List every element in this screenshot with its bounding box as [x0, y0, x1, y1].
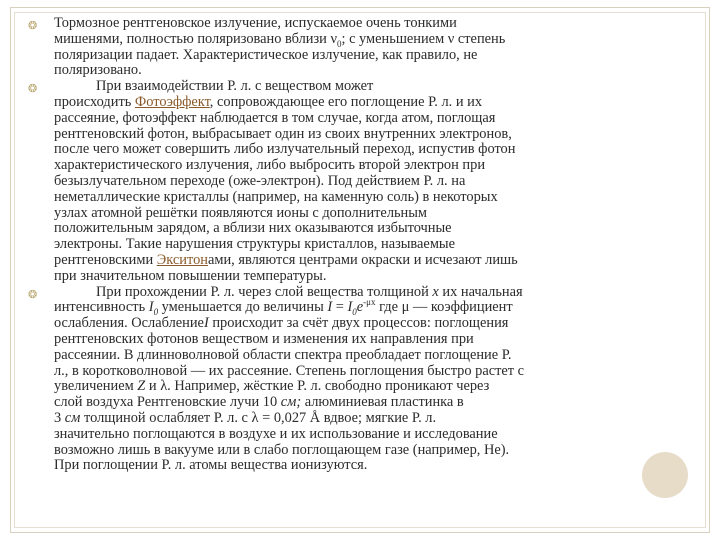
flower-bullet-icon: ❂	[28, 20, 38, 32]
text-line	[54, 364, 684, 380]
text: происходить	[54, 93, 135, 110]
text: рентгеновскими	[54, 251, 157, 268]
math-var: e	[356, 299, 364, 316]
unit: см;	[280, 394, 302, 411]
text: рассеянии. В длинноволновой области спектра преобладает поглощение Р.	[54, 346, 512, 363]
superscript: -μx	[363, 297, 376, 308]
text-line	[54, 395, 684, 411]
text: При прохождении Р. л. через слой вещества толщиной	[96, 283, 433, 300]
text: рентгеновский фотон, выбрасывает один из своих внутренних электронов,	[54, 125, 512, 142]
text: алюминиевая пластинка в	[301, 394, 464, 411]
text: значительно поглощаются в воздухе и их использование и исследование	[54, 425, 498, 442]
text-line	[54, 297, 684, 318]
text: рентгеновских фотонов веществом и изменения их направления при	[54, 330, 474, 347]
text: =	[332, 299, 348, 316]
bullet-paragraph-2	[28, 79, 684, 284]
text-line	[54, 316, 684, 332]
math-var: I	[347, 299, 353, 316]
text-line	[54, 332, 684, 348]
text-line	[54, 348, 684, 364]
text: после чего может совершить либо излучательный переход, испустив фотон	[54, 141, 516, 158]
text: их начальная	[438, 283, 523, 300]
text: интенсивность	[54, 299, 149, 316]
text: слой воздуха Рентгеновские лучи 10	[54, 394, 281, 411]
text-line	[54, 458, 684, 474]
text: электроны. Такие нарушения структуры кристаллов, называемые	[54, 236, 455, 253]
math-var: I	[203, 315, 209, 332]
text: и λ. Например, жёсткие Р. л. свободно проникают через	[145, 378, 490, 395]
text-line	[54, 253, 684, 269]
text: л., в коротковолновой — их рассеяние. Степень поглощения быстро растет с	[54, 362, 525, 379]
text: уменьшается до величины	[158, 299, 328, 316]
text: характеристического излучения, либо выбросить второй электрон при	[54, 157, 486, 174]
text: толщиной ослабляет Р. л. с λ = 0,027 Å вдвое; мягкие Р. л.	[80, 409, 437, 426]
text-line	[54, 16, 684, 32]
exciton-link[interactable]: Экситон	[156, 251, 208, 268]
text-line	[54, 190, 684, 206]
text: , сопровождающее его поглощение Р. л. и их	[209, 93, 483, 110]
bullet-paragraph-3	[28, 285, 684, 475]
text-line	[54, 237, 684, 253]
flower-bullet-icon: ❂	[28, 83, 38, 96]
text-line	[54, 269, 684, 285]
subscript: 0	[352, 307, 357, 318]
text-line	[54, 79, 684, 95]
text-line	[54, 32, 684, 48]
decorative-circle	[642, 452, 688, 498]
text: ослабления. Ослабление	[54, 315, 204, 332]
photoeffect-link[interactable]: Фотоэффект	[134, 93, 210, 110]
text-line	[54, 158, 684, 174]
text: рассеяние, фотоэффект наблюдается в том случае, когда атом, поглощая	[54, 109, 496, 126]
math-var: I	[327, 299, 333, 316]
text-body	[28, 16, 684, 474]
text: Тормозное рентгеновское излучение, испускаемое очень тонкими	[54, 15, 457, 31]
math-var: Z	[137, 378, 146, 395]
bullet-paragraph-1	[28, 16, 684, 79]
subscript: 0	[336, 38, 342, 49]
text-line	[54, 411, 684, 427]
text: увеличением	[54, 378, 138, 395]
text: безызлучательном переходе (оже-электрон). Под действием Р. л. на	[54, 172, 466, 189]
text: ; с уменьшением ν степень	[341, 30, 506, 47]
subscript: 0	[153, 307, 159, 318]
text: При поглощении Р. л. атомы вещества ионизуются.	[54, 457, 368, 474]
text-line	[54, 127, 684, 143]
text-line	[54, 221, 684, 237]
unit: см	[64, 409, 81, 426]
text-line	[54, 142, 684, 158]
text: узлах атомной решётки появляются ионы с дополнительным	[54, 204, 428, 221]
text-line	[54, 48, 684, 64]
math-var: x	[432, 283, 439, 300]
text-line	[54, 111, 684, 127]
text: мишенями, полностью поляризовано вблизи ν	[54, 30, 337, 47]
text: возможно лишь в вакууме или в слабо поглощающем газе (например, Не).	[54, 441, 510, 458]
text-line	[54, 379, 684, 395]
text: поляризовано.	[54, 62, 142, 79]
math-var: I	[148, 299, 154, 316]
text: 3	[54, 409, 65, 426]
text-line	[54, 95, 684, 111]
text: При взаимодействии Р. л. с веществом может	[96, 78, 374, 95]
text-line	[54, 206, 684, 222]
text: где μ — коэффициент	[375, 299, 513, 316]
text: при значительном повышении температуры.	[54, 267, 327, 284]
flower-bullet-icon: ❂	[28, 288, 38, 301]
text-line	[54, 443, 684, 459]
text: неметаллические кристаллы (например, на каменную соль) в некоторых	[54, 188, 498, 205]
text-line	[54, 427, 684, 443]
text-line	[54, 63, 684, 79]
text-line	[54, 174, 684, 190]
text: происходит за счёт двух процессов: поглощения	[208, 315, 509, 332]
text: ами, являются центрами окраски и исчезают лишь	[207, 251, 518, 268]
text: поляризации падает. Характеристическое излучение, как правило, не	[54, 46, 478, 63]
text: положительным зарядом, а вблизи них оказываются избыточные	[54, 220, 452, 237]
